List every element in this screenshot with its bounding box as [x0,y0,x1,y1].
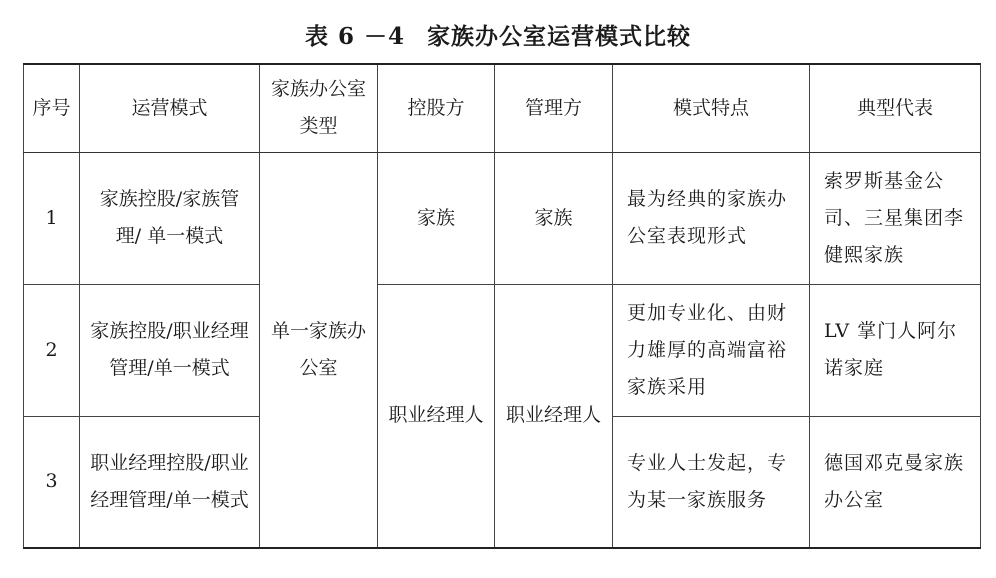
row-feature: 最为经典的家族办公室表现形式 [613,152,810,284]
row-mode: 职业经理控股/职业经理管理/单一模式 [80,416,260,548]
table-row [24,152,981,284]
office-type-cell: 单一家族办公室 [260,152,378,548]
row-mode: 家族控股/职业经理管理/单一模式 [80,284,260,416]
header-holder: 控股方 [378,64,495,152]
row-example: 德国邓克曼家族办公室 [810,416,981,548]
row-mode: 家族控股/家族管理/ 单一模式 [80,152,260,284]
comparison-table [23,63,981,549]
header-office-type: 家族办公室类型 [260,64,378,152]
header-mode: 运营模式 [80,64,260,152]
row-holder: 职业经理人 [378,284,495,548]
header-row [24,64,981,152]
row-index: 3 [24,416,80,548]
row-feature: 专业人士发起，专为某一家族服务 [613,416,810,548]
row-feature: 更加专业化、由财力雄厚的高端富裕家族采用 [613,284,810,416]
row-example: LV 掌门人阿尔诺家庭 [810,284,981,416]
row-index: 1 [24,152,80,284]
table-row [24,284,981,416]
header-feature: 模式特点 [613,64,810,152]
header-example: 典型代表 [810,64,981,152]
row-index: 2 [24,284,80,416]
table-number: 表 6 －4 [304,23,406,50]
table-caption [0,18,996,51]
header-index: 序号 [24,64,80,152]
header-manager: 管理方 [495,64,613,152]
row-example: 索罗斯基金公司、三星集团李健熙家族 [810,152,981,284]
row-manager: 家族 [495,152,613,284]
row-manager: 职业经理人 [495,284,613,548]
table-title: 家族办公室运营模式比较 [427,23,692,50]
row-holder: 家族 [378,152,495,284]
